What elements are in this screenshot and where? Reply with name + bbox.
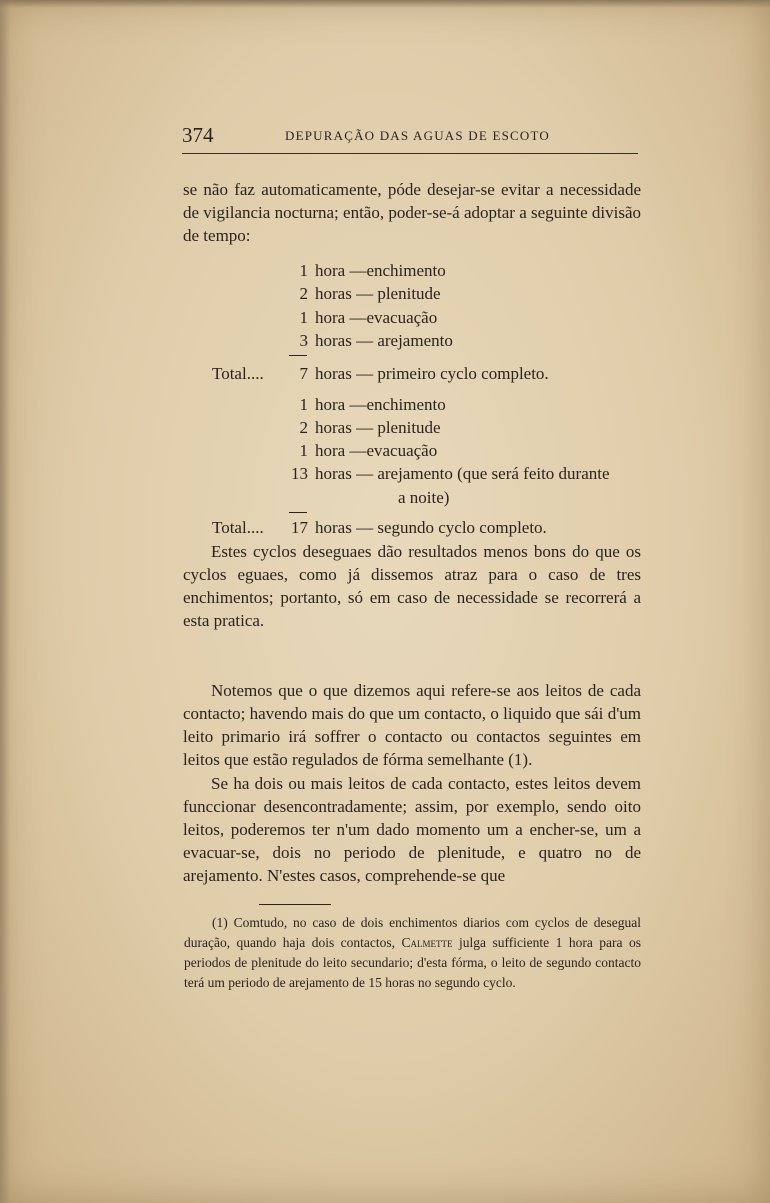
page-top-shadow bbox=[0, 0, 770, 8]
cycle1-row1-text: hora —enchimento bbox=[315, 261, 446, 280]
page-edge-shadow bbox=[0, 0, 10, 1203]
intro-paragraph: se não faz automaticamente, póde desejar-se evitar a necessidade de vigilancia nocturna; então, poder-se-á adoptar a seguinte divisão de tempo: bbox=[183, 180, 642, 245]
paragraph-cycles: Estes cyclos deseguaes dão resultados menos bons do que os cyclos eguaes, como já dissemos atraz para o caso de tres enchimentos; portanto, só em caso de necessidade se recorrerá a esta pratica. bbox=[183, 542, 641, 630]
footnote-text-end: julga sufficiente 1 hora para os periodos de plenitude do leito secundario; d'esta fórma, o leito de segundo contacto terá um periodo de arejamento de 15 horas no segundo cyclo. bbox=[184, 935, 641, 990]
footnote bbox=[184, 913, 641, 993]
running-title: DEPURAÇÃO DAS AGUAS DE ESCOTO bbox=[285, 128, 550, 143]
cycle2-total-label: Total.... bbox=[212, 518, 264, 537]
footnote-text-start: (1) Comtudo, no caso de dois enchimentos diarios com cyclos de desegual duração, quando haja dois contactos, bbox=[184, 915, 641, 950]
cycle2-continuation-text: a noite) bbox=[398, 488, 450, 507]
paragraph-beds: Se ha dois ou mais leitos de cada contacto, estes leitos devem funccionar desencontradamente; assim, por exemplo, sendo oito leitos, poderemos ter n'um dado momento um a encher-se, um a evacuar-se, dois no periodo de plenitude, e quatro no de arejamento. N'estes casos, comprehende-se que bbox=[183, 774, 641, 885]
cycle2-row3-number: 1 bbox=[299, 441, 308, 460]
cycle1-row2-text: horas — plenitude bbox=[315, 284, 441, 303]
cycle1-total-number: 7 bbox=[299, 364, 308, 383]
cycle2-row2-number: 2 bbox=[299, 418, 308, 437]
cycle2-sum-rule bbox=[289, 512, 307, 513]
footnote-rule bbox=[259, 904, 331, 905]
cycle1-row2-number: 2 bbox=[299, 284, 308, 303]
cycle2-row4-number: 13 bbox=[291, 464, 308, 483]
cycle2-row4-text: horas — arejamento (que será feito durante bbox=[315, 464, 610, 483]
cycle2-row2-text: horas — plenitude bbox=[315, 418, 441, 437]
cycle1-total-text: horas — primeiro cyclo completo. bbox=[315, 364, 549, 383]
cycle2-row3-text: hora —evacuação bbox=[315, 441, 438, 460]
header-rule bbox=[182, 153, 638, 154]
cycle1-total-label: Total.... bbox=[212, 364, 264, 383]
cycle2-row1-number: 1 bbox=[299, 395, 308, 414]
cycle1-row4-number: 3 bbox=[299, 331, 308, 350]
cycle2-total-number: 17 bbox=[291, 518, 308, 537]
cycle2-row1-text: hora —enchimento bbox=[315, 395, 446, 414]
cycle1-sum-rule bbox=[289, 355, 307, 356]
footnote-author-name: Calmette bbox=[401, 935, 453, 950]
cycle1-row3-number: 1 bbox=[299, 308, 308, 327]
cycle2-total-text: horas — segundo cyclo completo. bbox=[315, 518, 547, 537]
cycle1-row3-text: hora —evacuação bbox=[315, 308, 438, 327]
page-number: 374 bbox=[182, 123, 214, 147]
page-header bbox=[182, 122, 638, 152]
paragraph-contacts: Notemos que o que dizemos aqui refere-se aos leitos de cada contacto; havendo mais do que um contacto, o liquido que sái d'um leito primario irá soffrer o contacto ou contactos seguintes em leitos que estão regulados de fórma semelhante (1). bbox=[183, 681, 641, 769]
cycle1-row1-number: 1 bbox=[299, 261, 308, 280]
cycle1-row4-text: horas — arejamento bbox=[315, 331, 453, 350]
